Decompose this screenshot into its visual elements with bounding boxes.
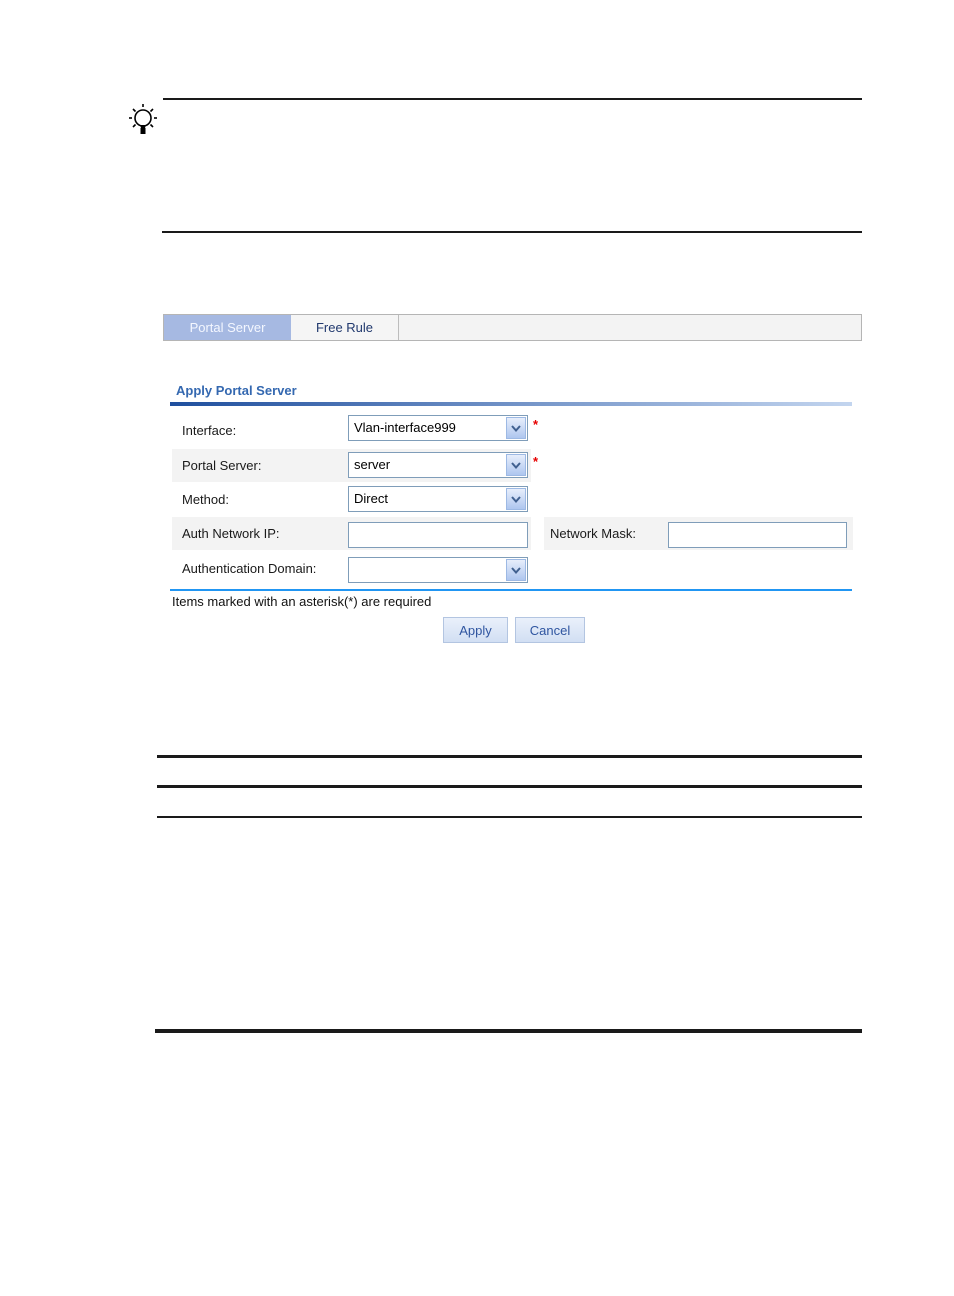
chevron-down-icon[interactable] <box>506 559 526 581</box>
authentication-domain-label: Authentication Domain: <box>182 561 317 576</box>
interface-label: Interface: <box>182 423 237 438</box>
auth-network-ip-label: Auth Network IP: <box>182 526 280 541</box>
lightbulb-tip-icon <box>126 102 160 140</box>
required-asterisk: * <box>533 417 539 432</box>
method-select[interactable] <box>348 486 528 512</box>
chevron-down-icon[interactable] <box>506 454 526 476</box>
tab-bar <box>163 314 862 341</box>
interface-select-value: Vlan-interface999 <box>354 420 456 435</box>
method-label: Method: <box>182 492 229 507</box>
apply-button[interactable]: Apply <box>443 617 508 643</box>
tab-free-rule[interactable]: Free Rule <box>291 315 399 340</box>
portal-server-label: Portal Server: <box>182 458 262 473</box>
cancel-button[interactable]: Cancel <box>515 617 585 643</box>
table-rule-middle <box>157 785 862 788</box>
tab-portal-server[interactable]: Portal Server <box>164 315 291 340</box>
section-divider-rule <box>155 1029 862 1033</box>
table-rule-bottom <box>157 816 862 818</box>
required-asterisk: * <box>533 454 539 469</box>
section-title-rule <box>170 402 852 406</box>
form-bottom-divider <box>170 589 852 591</box>
portal-server-select-value: server <box>354 457 391 472</box>
network-mask-label: Network Mask: <box>550 526 636 541</box>
auth-network-ip-input[interactable] <box>348 522 528 548</box>
chevron-down-icon[interactable] <box>506 488 526 510</box>
authentication-domain-select[interactable] <box>348 557 528 583</box>
tip-top-rule <box>163 98 862 100</box>
network-mask-input[interactable] <box>668 522 847 548</box>
method-select-value: Direct <box>354 491 388 506</box>
required-note: Items marked with an asterisk(*) are required <box>172 594 432 609</box>
interface-select[interactable] <box>348 415 528 441</box>
portal-server-select[interactable] <box>348 452 528 478</box>
tip-bottom-rule <box>162 231 862 233</box>
section-title: Apply Portal Server <box>176 383 297 398</box>
table-rule-top <box>157 755 862 758</box>
chevron-down-icon[interactable] <box>506 417 526 439</box>
